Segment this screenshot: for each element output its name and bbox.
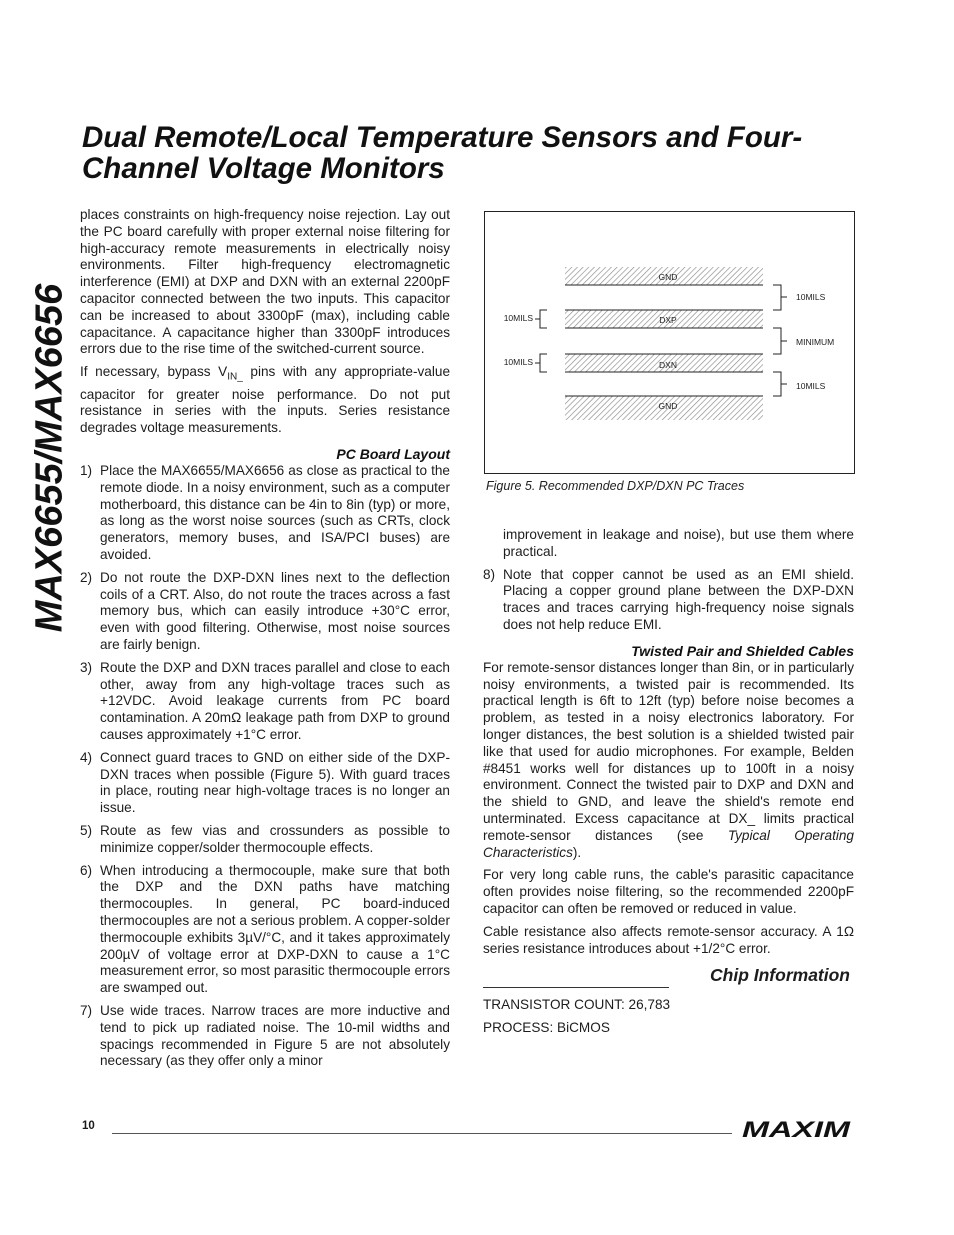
typical-operating-ref: Typical Operating Characteristics (483, 827, 854, 860)
left-label-10mils-1: 10MILS (503, 313, 533, 323)
process-info: PROCESS: BiCMOS (483, 1020, 610, 1036)
maxim-logo-icon (742, 1118, 854, 1140)
list-number: 4) (80, 749, 93, 765)
list-item (483, 567, 854, 634)
chip-information-heading (483, 967, 854, 989)
left-bracket-1 (535, 310, 547, 328)
list-item (80, 570, 450, 654)
list-number: 8) (483, 566, 496, 582)
page-footer (0, 1110, 954, 1150)
pc-board-layout-heading: PC Board Layout (336, 446, 450, 463)
list-text: Route the DXP and DXN traces parallel and close to each other, away from any high-voltage traces such as +12VDC. Avoid leakage currents from PC board contamination. A 20mΩ leakage path from DXP to ground causes approximately +1°C error. (100, 659, 450, 743)
right-column (483, 527, 854, 1043)
list-text: Do not route the DXP-DXN lines next to the deflection coils of a CRT. Also, do not route the traces across a fast memory bus, which can easily introduce +30°C error, even with good filtering. Otherwise, most noise sources are fairly benign. (100, 569, 450, 653)
trace-label-dxp: DXP (659, 315, 677, 325)
vin-subscript: IN_ (227, 371, 243, 383)
list-number: 3) (80, 659, 93, 675)
intro-paragraph-1: places constraints on high-frequency noise rejection. Lay out the PC board carefully with proper external noise filtering for high-accuracy remote measurements in electrically noisy environments. Filter high-frequency electromagnetic interference (EMI) at DXP and DXN with an external 2200pF capacitor connected between the two inputs. This capacitor can be increased to about 3300pF (max), including cable capacitance. A capacitance higher than 3300pF introduces errors due to the rise time of the switched-current source. (80, 207, 450, 357)
chip-information-title: Chip Information (710, 965, 850, 986)
list-text: Use wide traces. Narrow traces are more inductive and tend to pick up radiated noise. The 10-mil widths and spacings recommended in Figure 5 are not absolutely necessary (as they offer only a minor (100, 1002, 450, 1069)
footer-rule (112, 1133, 732, 1134)
list-number: 1) (80, 463, 93, 479)
right-bracket-3 (773, 372, 787, 396)
figure-5-pc-traces (484, 211, 855, 474)
intro-p2-end: pins with any appropriate-value capacitor for greater noise performance. Do not put resistance in series with the inputs. Series resistance degrades voltage measurements. (80, 364, 450, 436)
right-label-10mils-1: 10MILS (796, 292, 826, 302)
list-text: Connect guard traces to GND on either side of the DXP-DXN traces when possible (Figure 5). With guard traces in place, routing near high-voltage traces is no longer an issue. (100, 749, 450, 816)
logo-text: MAXIM (742, 1118, 851, 1140)
twisted-p1-end: ). (572, 844, 582, 860)
trace-diagram (485, 212, 854, 473)
twisted-paragraph-2: For very long cable runs, the cable's parasitic capacitance often provides noise filtering, so the recommended 2200pF capacitor can often be removed or reduced in value. (483, 867, 854, 916)
right-label-10mils-2: 10MILS (796, 381, 826, 391)
right-label-minimum: MINIMUM (796, 337, 835, 347)
side-product-label (28, 208, 72, 708)
list-item (80, 750, 450, 817)
twisted-paragraph-1 (483, 660, 854, 862)
twisted-pair-heading: Twisted Pair and Shielded Cables (631, 642, 854, 659)
list-item (80, 1003, 450, 1070)
page-number: 10 (82, 1120, 95, 1132)
list-item (80, 463, 450, 564)
intro-paragraph-2 (80, 364, 450, 437)
left-column (80, 207, 450, 1076)
list-number: 7) (80, 1002, 93, 1018)
list-item (80, 863, 450, 997)
list-text: Note that copper cannot be used as an EMI shield. Placing a copper ground plane between the DXP-DXN traces and traces carrying high-frequency noise signals does not help reduce EMI. (503, 566, 854, 632)
list-number: 2) (80, 569, 93, 585)
list-text: Place the MAX6655/MAX6656 as close as practical to the remote diode. In a noisy environment, such as a computer motherboard, this distance can be 4in to 8in (typ) or more, as long as the worst noise sources (such as CRTs, clock generators, memory buses, and ISA/PCI buses) are avoided. (100, 463, 450, 563)
figure-caption: Figure 5. Recommended DXP/DXN PC Traces (486, 479, 745, 493)
list-item (80, 823, 450, 857)
left-bracket-2 (535, 354, 547, 372)
right-bracket-1 (773, 285, 787, 310)
transistor-count: TRANSISTOR COUNT: 26,783 (483, 997, 671, 1013)
trace-label-gnd-bottom: GND (658, 401, 678, 411)
left-label-10mils-2: 10MILS (503, 357, 533, 367)
list-number: 5) (80, 823, 93, 839)
side-label-text: MAX6655/MAX6656 (28, 283, 71, 633)
list-text: Route as few vias and crossunders as possible to minimize copper/solder thermocouple effects. (100, 823, 450, 855)
trace-label-dxn: DXN (659, 360, 677, 370)
heading-rule (483, 987, 669, 988)
intro-p2-start: If necessary, bypass V (80, 364, 228, 380)
list-item (80, 660, 450, 744)
page-title: Dual Remote/Local Temperature Sensors and Four-Channel Voltage Monitors (82, 121, 803, 185)
list-text: When introducing a thermocouple, make sure that both the DXP and the DXN paths have matching thermocouples. In general, PC board-induced thermocouples are not a serious problem. A copper-solder thermocouple exhibits 3µV/°C, and it takes approximately 200µV of voltage error at DXP-DXN to cause a 1°C measurement error, so most parasitic thermocouple errors are swamped out. (100, 862, 450, 996)
list-number: 6) (80, 862, 93, 878)
trace-label-gnd-top: GND (658, 272, 678, 282)
twisted-p1-start: For remote-sensor distances longer than 8in, or in particularly noisy environments, a twisted pair is recommended. Its practical length is 6ft to 12ft (typ) before noise becomes a problem, as tested in a noisy electronics laboratory. For longer distances, the best solution is a shielded twisted pair like that used for audio microphones. For example, Belden #8451 works well for distances up to 100ft in a noisy environment. Connect the twisted pair to DXP and DXN and the shield to GND, and leave the shield's remote end unterminated. Excess capacitance at DX_ limits practical remote-sensor distances (see (483, 659, 854, 843)
right-bracket-2 (773, 328, 787, 354)
list-item-7-continued: improvement in leakage and noise), but use them where practical. (503, 527, 854, 559)
twisted-paragraph-3: Cable resistance also affects remote-sensor accuracy. A 1Ω series resistance introduces about +1/2°C error. (483, 923, 854, 956)
